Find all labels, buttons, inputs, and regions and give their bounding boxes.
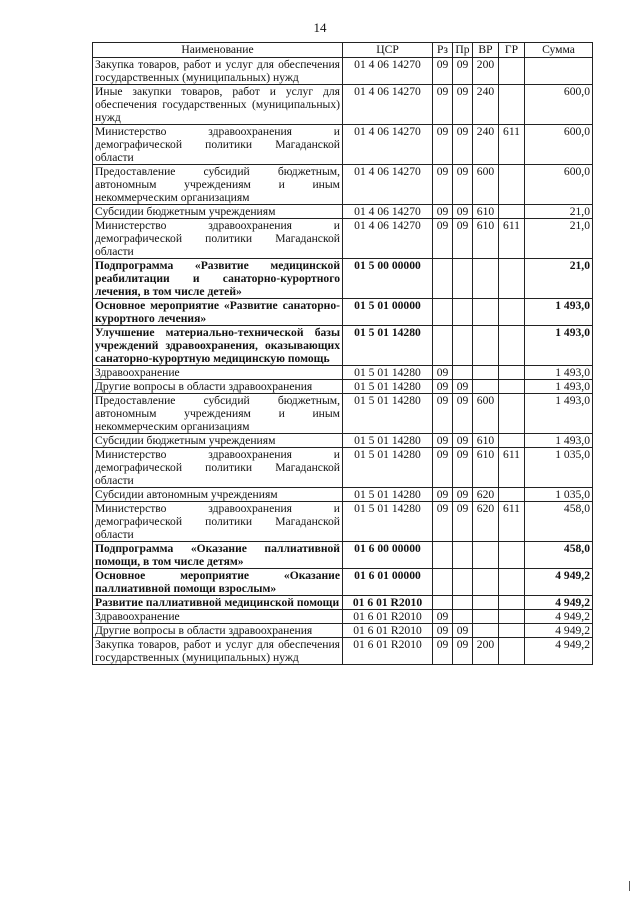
cell-vr: 610 [473, 205, 499, 219]
cell-csr: 01 4 06 14270 [343, 219, 433, 259]
cell-sum: 4 949,2 [525, 610, 593, 624]
cell-name: Подпрограмма «Оказание паллиативной помощи, в том числе детям» [93, 542, 343, 569]
cell-csr: 01 4 06 14270 [343, 165, 433, 205]
cell-rz: 09 [433, 502, 453, 542]
cell-sum: 1 493,0 [525, 394, 593, 434]
cell-pr [453, 326, 473, 366]
cell-csr: 01 5 01 14280 [343, 394, 433, 434]
cell-csr: 01 5 01 14280 [343, 380, 433, 394]
cell-sum: 4 949,2 [525, 638, 593, 665]
cell-rz [433, 596, 453, 610]
cell-gr [499, 488, 525, 502]
cell-csr: 01 6 01 R2010 [343, 596, 433, 610]
cell-sum: 1 493,0 [525, 299, 593, 326]
cell-name: Закупка товаров, работ и услуг для обеспечения государственных (муниципальных) нужд [93, 638, 343, 665]
cell-pr [453, 366, 473, 380]
table-row [93, 380, 593, 394]
cell-pr: 09 [453, 448, 473, 488]
cell-name: Министерство здравоохранения и демографической политики Магаданской области [93, 502, 343, 542]
cell-gr [499, 366, 525, 380]
cell-vr [473, 624, 499, 638]
cell-vr [473, 299, 499, 326]
cell-name: Основное мероприятие «Развитие санаторно-курортного лечения» [93, 299, 343, 326]
cell-name: Развитие паллиативной медицинской помощи [93, 596, 343, 610]
cell-vr: 240 [473, 125, 499, 165]
cell-rz: 09 [433, 58, 453, 85]
table-row [93, 85, 593, 125]
cell-vr: 620 [473, 502, 499, 542]
cell-gr [499, 380, 525, 394]
cell-csr: 01 4 06 14270 [343, 58, 433, 85]
cell-vr: 240 [473, 85, 499, 125]
table-row [93, 542, 593, 569]
cell-csr: 01 5 01 14280 [343, 448, 433, 488]
header-name: Наименование [93, 43, 343, 58]
cell-vr [473, 542, 499, 569]
cell-csr: 01 5 01 14280 [343, 326, 433, 366]
table-row [93, 502, 593, 542]
cell-pr [453, 259, 473, 299]
cell-vr [473, 366, 499, 380]
cell-gr [499, 638, 525, 665]
cell-sum [525, 58, 593, 85]
cell-csr: 01 6 01 R2010 [343, 610, 433, 624]
cell-gr [499, 326, 525, 366]
cell-csr: 01 5 01 00000 [343, 299, 433, 326]
cell-vr: 200 [473, 638, 499, 665]
cell-csr: 01 5 01 14280 [343, 502, 433, 542]
cell-gr [499, 394, 525, 434]
cell-vr [473, 596, 499, 610]
cell-csr: 01 6 01 R2010 [343, 624, 433, 638]
cell-name: Другие вопросы в области здравоохранения [93, 624, 343, 638]
cell-sum: 1 035,0 [525, 488, 593, 502]
table-row [93, 219, 593, 259]
cell-csr: 01 5 01 14280 [343, 366, 433, 380]
cell-rz: 09 [433, 394, 453, 434]
cell-vr: 200 [473, 58, 499, 85]
table-row [93, 569, 593, 596]
cell-pr [453, 542, 473, 569]
cell-name: Субсидии бюджетным учреждениям [93, 434, 343, 448]
margin-mark [629, 881, 630, 891]
cell-vr: 600 [473, 394, 499, 434]
cell-gr [499, 610, 525, 624]
cell-gr [499, 165, 525, 205]
cell-name: Иные закупки товаров, работ и услуг для обеспечения государственных (муниципальных) нужд [93, 85, 343, 125]
cell-rz: 09 [433, 380, 453, 394]
cell-rz: 09 [433, 624, 453, 638]
cell-name: Предоставление субсидий бюджетным, автономным учреждениям и иным некоммерческим организациям [93, 394, 343, 434]
cell-gr [499, 569, 525, 596]
cell-vr: 610 [473, 219, 499, 259]
cell-name: Предоставление субсидий бюджетным, автономным учреждениям и иным некоммерческим организациям [93, 165, 343, 205]
table-row [93, 58, 593, 85]
cell-vr [473, 569, 499, 596]
cell-csr: 01 6 01 00000 [343, 569, 433, 596]
page-number: 14 [313, 20, 327, 35]
cell-gr [499, 85, 525, 125]
cell-vr: 610 [473, 434, 499, 448]
cell-sum: 1 493,0 [525, 366, 593, 380]
table-row [93, 205, 593, 219]
cell-sum: 1 493,0 [525, 434, 593, 448]
cell-vr [473, 610, 499, 624]
cell-csr: 01 6 01 R2010 [343, 638, 433, 665]
table-row [93, 638, 593, 665]
budget-table [92, 42, 593, 665]
header-sum: Сумма [525, 43, 593, 58]
table-row [93, 448, 593, 488]
cell-rz: 09 [433, 125, 453, 165]
cell-rz: 09 [433, 488, 453, 502]
cell-rz: 09 [433, 366, 453, 380]
cell-vr: 600 [473, 165, 499, 205]
cell-rz: 09 [433, 448, 453, 488]
cell-vr [473, 259, 499, 299]
cell-csr: 01 4 06 14270 [343, 85, 433, 125]
cell-pr [453, 569, 473, 596]
cell-sum: 4 949,2 [525, 569, 593, 596]
table-row [93, 624, 593, 638]
table-row [93, 434, 593, 448]
cell-name: Субсидии автономным учреждениям [93, 488, 343, 502]
cell-pr: 09 [453, 394, 473, 434]
cell-sum: 600,0 [525, 165, 593, 205]
cell-sum: 1 493,0 [525, 380, 593, 394]
cell-csr: 01 6 00 00000 [343, 542, 433, 569]
cell-gr [499, 299, 525, 326]
cell-pr [453, 596, 473, 610]
cell-sum: 4 949,2 [525, 624, 593, 638]
cell-pr: 09 [453, 380, 473, 394]
cell-gr: 611 [499, 125, 525, 165]
header-rz: Рз [433, 43, 453, 58]
cell-name: Здравоохранение [93, 610, 343, 624]
cell-name: Субсидии бюджетным учреждениям [93, 205, 343, 219]
table-row [93, 366, 593, 380]
header-vr: ВР [473, 43, 499, 58]
cell-pr: 09 [453, 488, 473, 502]
cell-rz: 09 [433, 85, 453, 125]
table-row [93, 596, 593, 610]
cell-name: Здравоохранение [93, 366, 343, 380]
cell-name: Закупка товаров, работ и услуг для обеспечения государственных (муниципальных) нужд [93, 58, 343, 85]
cell-name: Основное мероприятие «Оказание паллиативной помощи взрослым» [93, 569, 343, 596]
cell-rz [433, 326, 453, 366]
table-row [93, 299, 593, 326]
cell-name: Другие вопросы в области здравоохранения [93, 380, 343, 394]
cell-gr: 611 [499, 502, 525, 542]
cell-gr [499, 624, 525, 638]
cell-vr [473, 380, 499, 394]
cell-csr: 01 5 01 14280 [343, 434, 433, 448]
cell-pr: 09 [453, 502, 473, 542]
cell-sum: 600,0 [525, 125, 593, 165]
table-row [93, 165, 593, 205]
cell-pr [453, 299, 473, 326]
cell-name: Министерство здравоохранения и демографической политики Магаданской области [93, 125, 343, 165]
cell-name: Улучшение материально-технической базы учреждений здравоохранения, оказывающих санаторно-курортную медицинскую помощь [93, 326, 343, 366]
cell-gr [499, 434, 525, 448]
cell-rz: 09 [433, 205, 453, 219]
cell-vr: 610 [473, 448, 499, 488]
cell-rz [433, 569, 453, 596]
table-row [93, 488, 593, 502]
table-row [93, 125, 593, 165]
cell-sum: 600,0 [525, 85, 593, 125]
cell-rz: 09 [433, 638, 453, 665]
cell-rz [433, 259, 453, 299]
cell-gr [499, 58, 525, 85]
cell-name: Подпрограмма «Развитие медицинской реабилитации и санаторно-курортного лечения, в том числе детей» [93, 259, 343, 299]
cell-sum: 21,0 [525, 219, 593, 259]
cell-rz [433, 299, 453, 326]
cell-sum: 1 493,0 [525, 326, 593, 366]
cell-name: Министерство здравоохранения и демографической политики Магаданской области [93, 448, 343, 488]
cell-gr [499, 542, 525, 569]
cell-vr: 620 [473, 488, 499, 502]
cell-pr: 09 [453, 165, 473, 205]
cell-pr: 09 [453, 638, 473, 665]
cell-pr: 09 [453, 58, 473, 85]
cell-vr [473, 326, 499, 366]
cell-rz [433, 542, 453, 569]
cell-pr: 09 [453, 219, 473, 259]
table-row [93, 610, 593, 624]
cell-rz: 09 [433, 219, 453, 259]
table-row [93, 259, 593, 299]
header-gr: ГР [499, 43, 525, 58]
cell-sum: 21,0 [525, 259, 593, 299]
cell-csr: 01 4 06 14270 [343, 205, 433, 219]
cell-gr: 611 [499, 219, 525, 259]
cell-csr: 01 5 01 14280 [343, 488, 433, 502]
cell-sum: 458,0 [525, 502, 593, 542]
table-row [93, 326, 593, 366]
cell-pr: 09 [453, 624, 473, 638]
cell-csr: 01 4 06 14270 [343, 125, 433, 165]
cell-pr: 09 [453, 125, 473, 165]
cell-sum: 4 949,2 [525, 596, 593, 610]
cell-pr: 09 [453, 85, 473, 125]
table-row [93, 394, 593, 434]
cell-sum: 458,0 [525, 542, 593, 569]
cell-rz: 09 [433, 434, 453, 448]
cell-gr [499, 205, 525, 219]
cell-rz: 09 [433, 610, 453, 624]
header-csr: ЦСР [343, 43, 433, 58]
cell-sum: 21,0 [525, 205, 593, 219]
cell-gr: 611 [499, 448, 525, 488]
cell-rz: 09 [433, 165, 453, 205]
cell-name: Министерство здравоохранения и демографической политики Магаданской области [93, 219, 343, 259]
cell-sum: 1 035,0 [525, 448, 593, 488]
table-header-row [93, 43, 593, 58]
cell-pr: 09 [453, 205, 473, 219]
header-pr: Пр [453, 43, 473, 58]
cell-csr: 01 5 00 00000 [343, 259, 433, 299]
cell-pr: 09 [453, 434, 473, 448]
cell-pr [453, 610, 473, 624]
cell-gr [499, 596, 525, 610]
cell-gr [499, 259, 525, 299]
